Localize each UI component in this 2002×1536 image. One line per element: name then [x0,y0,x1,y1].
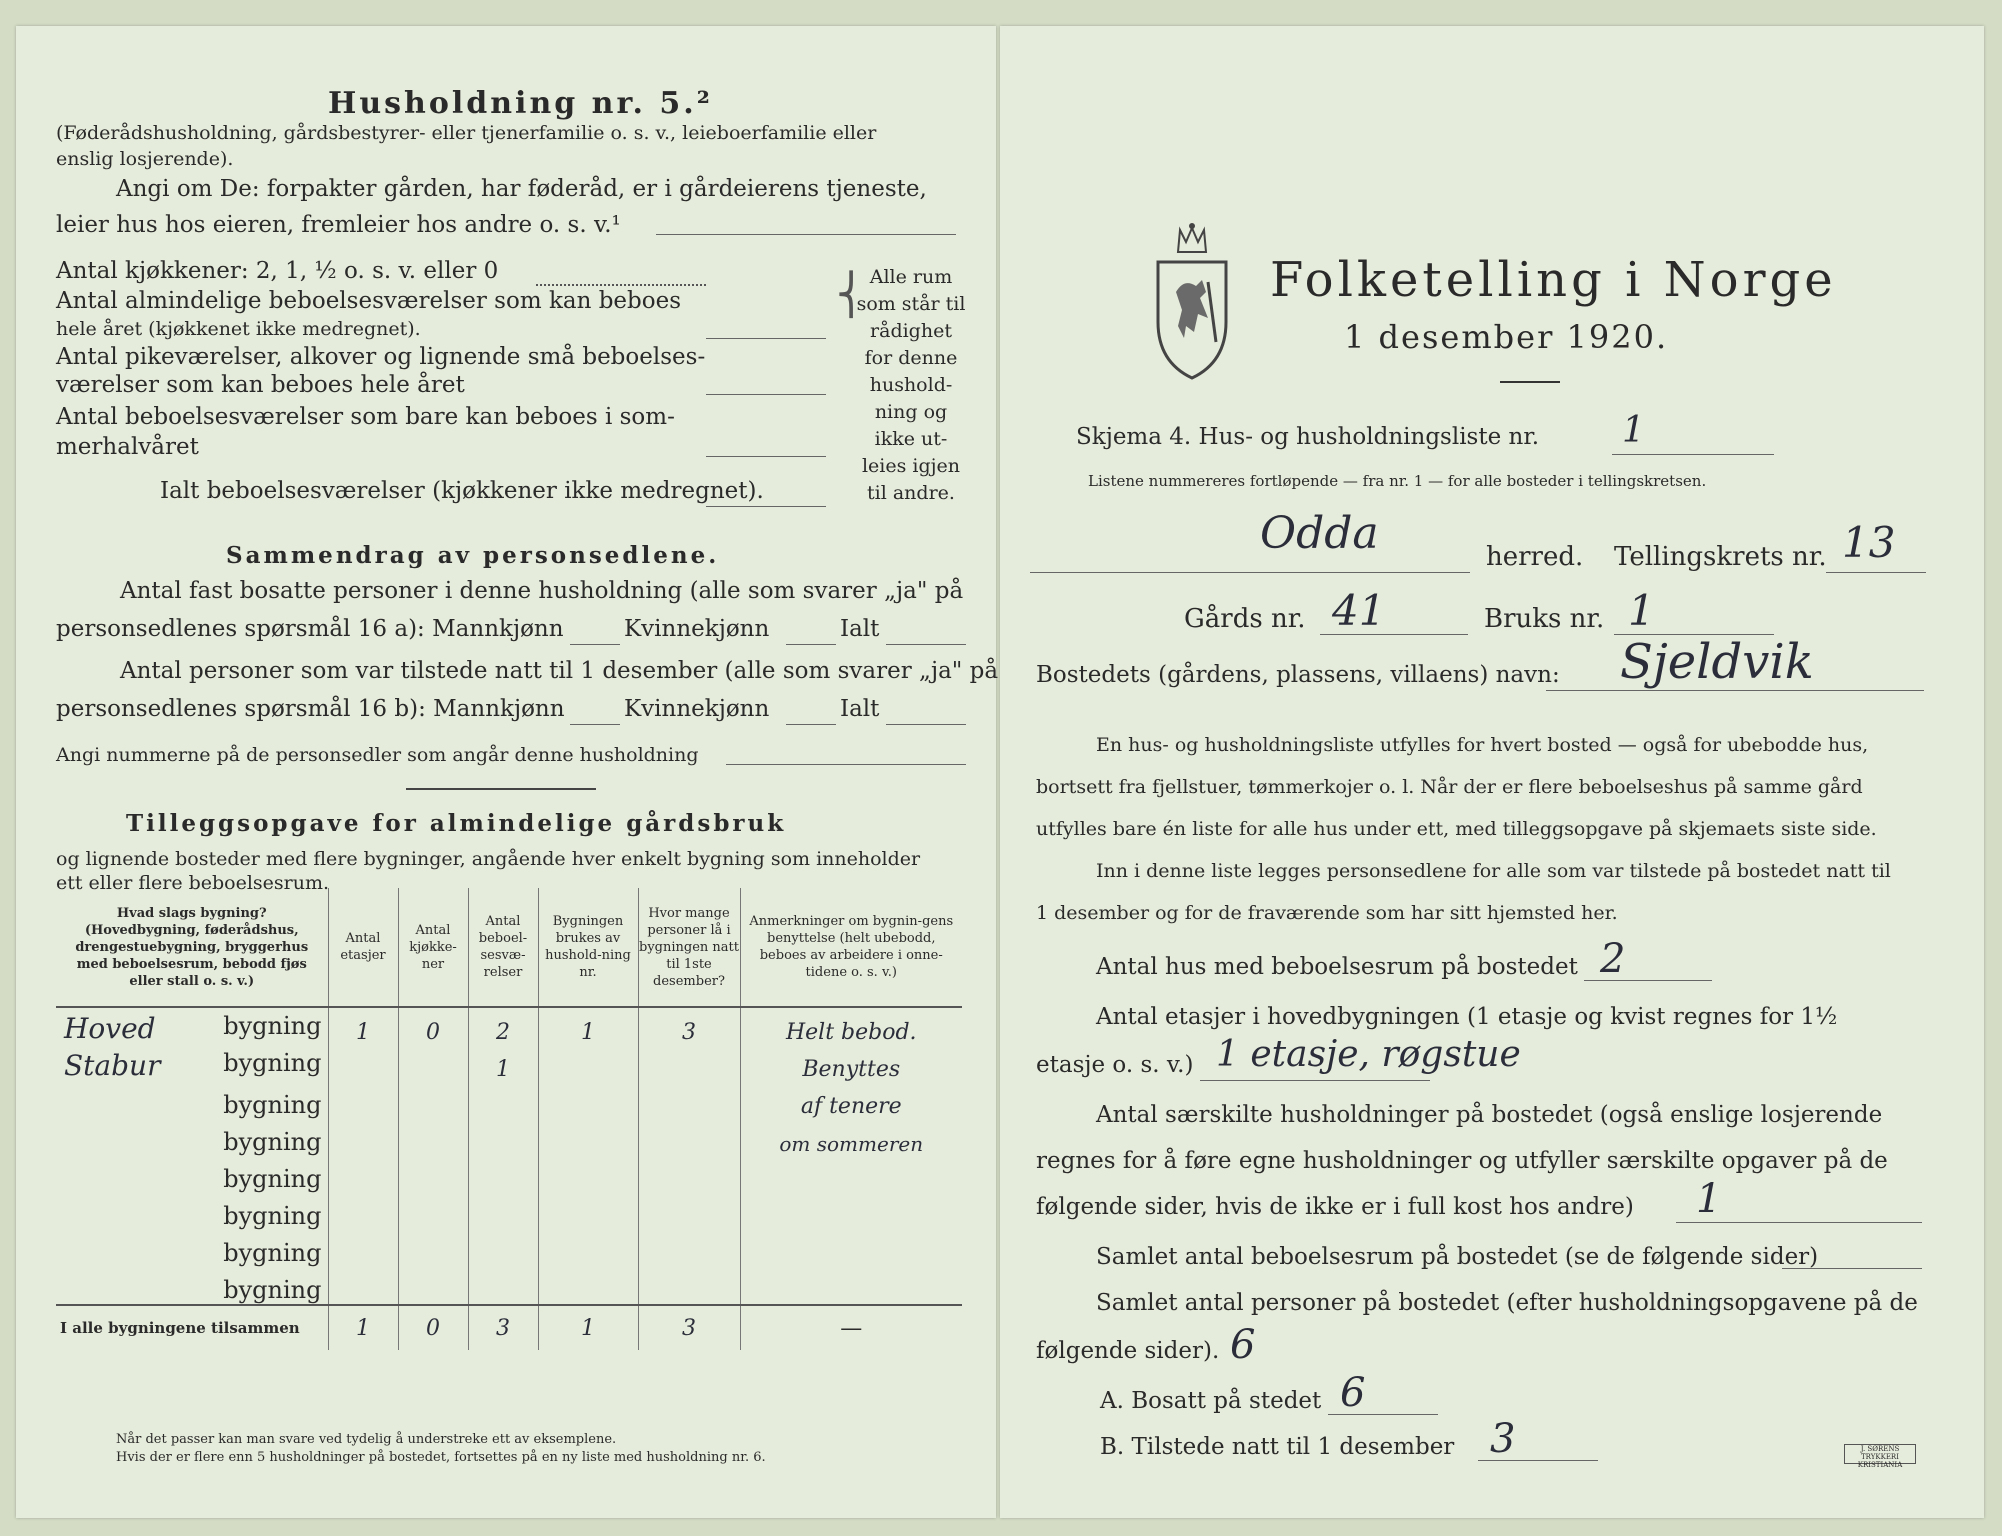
table-row [56,1156,962,1193]
footnote-2: Hvis der er flere enn 5 husholdninger på bostedet, fortsettes på en ny liste med husholdning nr. 6. [116,1450,766,1465]
rooms-summer-a: Antal beboelsesværelser som bare kan beboes i som- [56,404,675,430]
para1-line3: utfylles bare én liste for alle hus under ett, med tilleggsopgave på skjemaets siste side. [1036,818,1877,840]
cell-rooms [468,1082,538,1119]
herred-label: herred. [1486,542,1584,572]
col-header-remarks: Anmerkninger om bygnin-gens benyttelse (helt ubebodd, beboes av arbeidere i onne-tidene o. s. v.) [740,888,962,1007]
answer-line [1478,1460,1598,1461]
total-household: 1 [538,1305,638,1350]
household-title: Husholdning nr. 5.² [328,86,713,121]
bosted-value: Sjeldvik [1620,634,1814,690]
answer-line [656,234,956,235]
cell-household: 1 [538,1007,638,1045]
extra-title: Tilleggsopgave for almindelige gårdsbruk [126,810,787,837]
bosatt-label: A. Bosatt på stedet [1100,1388,1322,1414]
samlet-pers-a: Samlet antal personer på bostedet (efter husholdningsopgavene på de [1096,1290,1918,1316]
building-suffix: bygning [223,1202,322,1230]
cell-persons [638,1119,740,1156]
cell-kitchens [398,1082,468,1119]
table-total-row [56,1305,962,1350]
col-header-rooms: Antal beboel-sesvæ-relser [468,888,538,1007]
bruks-value: 1 [1628,586,1655,635]
col-header-persons: Hvor mange personer lå i bygningen natt til 1ste desember? [638,888,740,1007]
answer-line [570,644,620,645]
schema-label: Skjema 4. Hus- og husholdningsliste nr. [1076,424,1540,450]
total-remarks: — [740,1305,962,1350]
hush-line-c: følgende sider, hvis de ikke er i full kost hos andre) [1036,1194,1634,1220]
rooms-small-b: værelser som kan beboes hele året [56,372,465,398]
col-header-household: Bygningen brukes av hushold-ning nr. [538,888,638,1007]
etasjer-line-b: etasje o. s. v.) [1036,1052,1194,1078]
listing-note: Listene nummereres fortløpende — fra nr. 1 — for alle bosteder i tellingskretsen. [1088,472,1707,490]
building-type: Hoved [64,1012,156,1045]
divider [1500,381,1560,383]
table-row [56,1007,962,1045]
samlet-rom-label: Samlet antal beboelsesrum på bostedet (se de følgende sider) [1096,1244,1819,1270]
rooms-total: Ialt beboelsesværelser (kjøkkener ikke medregnet). [160,478,764,504]
hus-label: Antal hus med beboelsesrum på bostedet [1096,954,1578,980]
rooms-ordinary-b: hele året (kjøkkenet ikke medregnet). [56,318,421,340]
col-header-floors: Antal etasjer [328,888,398,1007]
household-intro-2: enslig losjerende). [56,148,234,170]
table-row [56,1193,962,1230]
cell-floors [328,1045,398,1082]
dots [536,284,706,286]
answer-line [1320,634,1468,635]
side-note-line: til andre. [867,482,955,504]
para2-line1: Inn i denne liste legges personsedlene for alle som var tilstede på bostedet natt til [1096,860,1891,882]
building-suffix: bygning [223,1012,322,1040]
summary-p3: Angi nummerne på de personsedler som angår denne husholdning [56,744,699,766]
answer-line [1030,572,1470,573]
total-label: I alle bygningene tilsammen [56,1305,328,1350]
side-note-line: leies igjen [861,455,961,477]
census-date: 1 desember 1920. [1344,318,1669,356]
table-row [56,1082,962,1119]
summary-p2d: Ialt [840,696,880,722]
extra-sub-2: ett eller flere beboelsesrum. [56,872,330,894]
cell-kitchens [398,1119,468,1156]
cell-floors [328,1082,398,1119]
cell-persons: 3 [638,1007,740,1045]
answer-line [1676,1222,1922,1223]
cell-kitchens: 0 [398,1007,468,1045]
total-kitchens: 0 [398,1305,468,1350]
rooms-kitchens: Antal kjøkkener: 2, 1, ½ o. s. v. eller 0 [56,258,499,284]
total-floors: 1 [328,1305,398,1350]
side-note-line: ikke ut- [874,428,948,450]
answer-line [1546,690,1924,691]
side-note-line: for denne [864,347,958,369]
hush-line-a: Antal særskilte husholdninger på bostedet (også enslige losjerende [1096,1102,1883,1128]
footnote-1: Når det passer kan man svare ved tydelig å understreke ett av eksemplene. [116,1432,617,1447]
summary-p1d: Ialt [840,616,880,642]
rooms-side-note [856,264,966,507]
answer-line [706,394,826,395]
hush-line-b: regnes for å føre egne husholdninger og utfyller særskilte opgaver på de [1036,1148,1888,1174]
etasjer-value: 1 etasje, røgstue [1216,1034,1521,1075]
building-suffix: bygning [223,1165,322,1193]
answer-line [570,724,620,725]
cell-persons [638,1045,740,1082]
answer-line [786,644,836,645]
answer-line [886,644,966,645]
right-page [1000,26,1984,1518]
etasjer-line-a: Antal etasjer i hovedbygningen (1 etasje og kvist regnes for 1½ [1096,1004,1838,1030]
summary-p2a: Antal personer som var tilstede natt til 1 desember (alle som svarer „ja" på [120,658,999,684]
printer-stamp: J. SØRENS TRYKKERI KRISTIANIA [1844,1444,1916,1464]
question-1b: leier hus hos eieren, fremleier hos andre o. s. v.¹ [56,212,621,238]
answer-line [786,724,836,725]
herred-value: Odda [1260,508,1379,559]
para1-line2: bortsett fra fjellstuer, tømmerkojer o. l. Når der er flere beboelseshus på samme gård [1036,776,1863,798]
total-persons: 3 [638,1305,740,1350]
building-suffix: bygning [223,1128,322,1156]
cell-household [538,1045,638,1082]
side-note-line: ning og [874,401,948,423]
side-note-line: rådighet [870,320,952,342]
side-note-line: hushold- [869,374,953,396]
extra-sub-1: og lignende bosteder med flere bygninger, angående hver enkelt bygning som inneholder [56,848,921,870]
bosatt-value: 6 [1340,1370,1366,1416]
summary-title: Sammendrag av personsedlene. [226,542,720,569]
tilstede-value: 3 [1490,1416,1516,1462]
household-intro: (Føderådshusholdning, gårdsbestyrer- eller tjenerfamilie o. s. v., leieboerfamilie eller [56,122,877,144]
building-suffix: bygning [223,1091,322,1119]
schema-number: 1 [1622,410,1645,451]
hush-value: 1 [1696,1176,1722,1222]
building-suffix: bygning [223,1049,322,1077]
para1-line1: En hus- og husholdningsliste utfylles for hvert bosted — også for ubebodde hus, [1096,734,1869,756]
answer-line [1328,1414,1438,1415]
answer-line [1826,572,1926,573]
samlet-pers-b: følgende sider). [1036,1338,1220,1364]
side-note-line: som står til [856,293,966,315]
table-row [56,1119,962,1156]
cell-rooms [468,1119,538,1156]
gards-value: 41 [1332,586,1386,635]
summary-p2c: Kvinnekjønn [624,696,770,722]
answer-line [1612,454,1774,455]
cell-persons [638,1082,740,1119]
gards-label: Gårds nr. [1184,604,1306,634]
answer-line [726,764,966,765]
side-note-line: Alle rum [869,266,953,288]
summary-p2b: personsedlenes spørsmål 16 b): Mannkjønn [56,696,565,722]
total-rooms: 3 [468,1305,538,1350]
krets-label: Tellingskrets nr. [1614,542,1827,572]
summary-p1a: Antal fast bosatte personer i denne husholdning (alle som svarer „ja" på [120,578,964,604]
building-type: Stabur [64,1049,161,1082]
cell-household [538,1119,638,1156]
buildings-table [56,888,962,1350]
table-row [56,1267,962,1305]
answer-line [706,456,826,457]
cell-rooms: 2 [468,1007,538,1045]
cell-floors: 1 [328,1007,398,1045]
left-page [16,26,999,1518]
answer-line [1584,980,1712,981]
cell-household [538,1082,638,1119]
bosted-label: Bostedets (gårdens, plassens, villaens) navn: [1036,662,1560,688]
answer-line [1782,1268,1922,1269]
summary-p1b: personsedlenes spørsmål 16 a): Mannkjønn [56,616,564,642]
cell-kitchens [398,1045,468,1082]
table-header-row [56,888,962,1007]
cell-remarks: Helt bebod. [740,1007,962,1045]
col-header-kitchens: Antal kjøkke-ner [398,888,468,1007]
samlet-pers-value: 6 [1230,1322,1256,1368]
answer-line [706,506,826,507]
answer-line [886,724,966,725]
cell-remarks: om sommeren [740,1119,962,1156]
rooms-summer-b: merhalvåret [56,434,199,460]
answer-line [1200,1080,1430,1081]
hus-value: 2 [1600,936,1626,982]
rooms-ordinary-a: Antal almindelige beboelsesværelser som kan beboes [56,288,682,314]
rooms-small-a: Antal pikeværelser, alkover og lignende små beboelses- [56,344,706,370]
table-row [56,1230,962,1267]
table-row [56,1045,962,1082]
col-header-type: Hvad slags bygning? (Hovedbygning, føderådshus, drengestuebygning, bryggerhus med beboelsesrum, bebodd fjøs eller stall o. s. v.) [56,888,328,1007]
building-suffix: bygning [223,1276,322,1304]
coat-of-arms-icon [1150,222,1234,382]
brace-icon: ⎨ [836,272,866,318]
divider [406,788,596,790]
cell-remarks: Benyttes [740,1045,962,1082]
tilstede-label: B. Tilstede natt til 1 desember [1100,1434,1455,1460]
bruks-label: Bruks nr. [1484,604,1605,634]
para2-line2: 1 desember og for de fraværende som har sitt hjemsted her. [1036,902,1618,924]
answer-line [706,338,826,339]
summary-p1c: Kvinnekjønn [624,616,770,642]
cell-remarks: af tenere [740,1082,962,1119]
census-title: Folketelling i Norge [1270,252,1837,308]
cell-floors [328,1119,398,1156]
building-suffix: bygning [223,1239,322,1267]
question-1a: Angi om De: forpakter gården, har føderåd, er i gårdeierens tjeneste, [116,176,927,202]
cell-rooms: 1 [468,1045,538,1082]
krets-value: 13 [1842,518,1896,567]
